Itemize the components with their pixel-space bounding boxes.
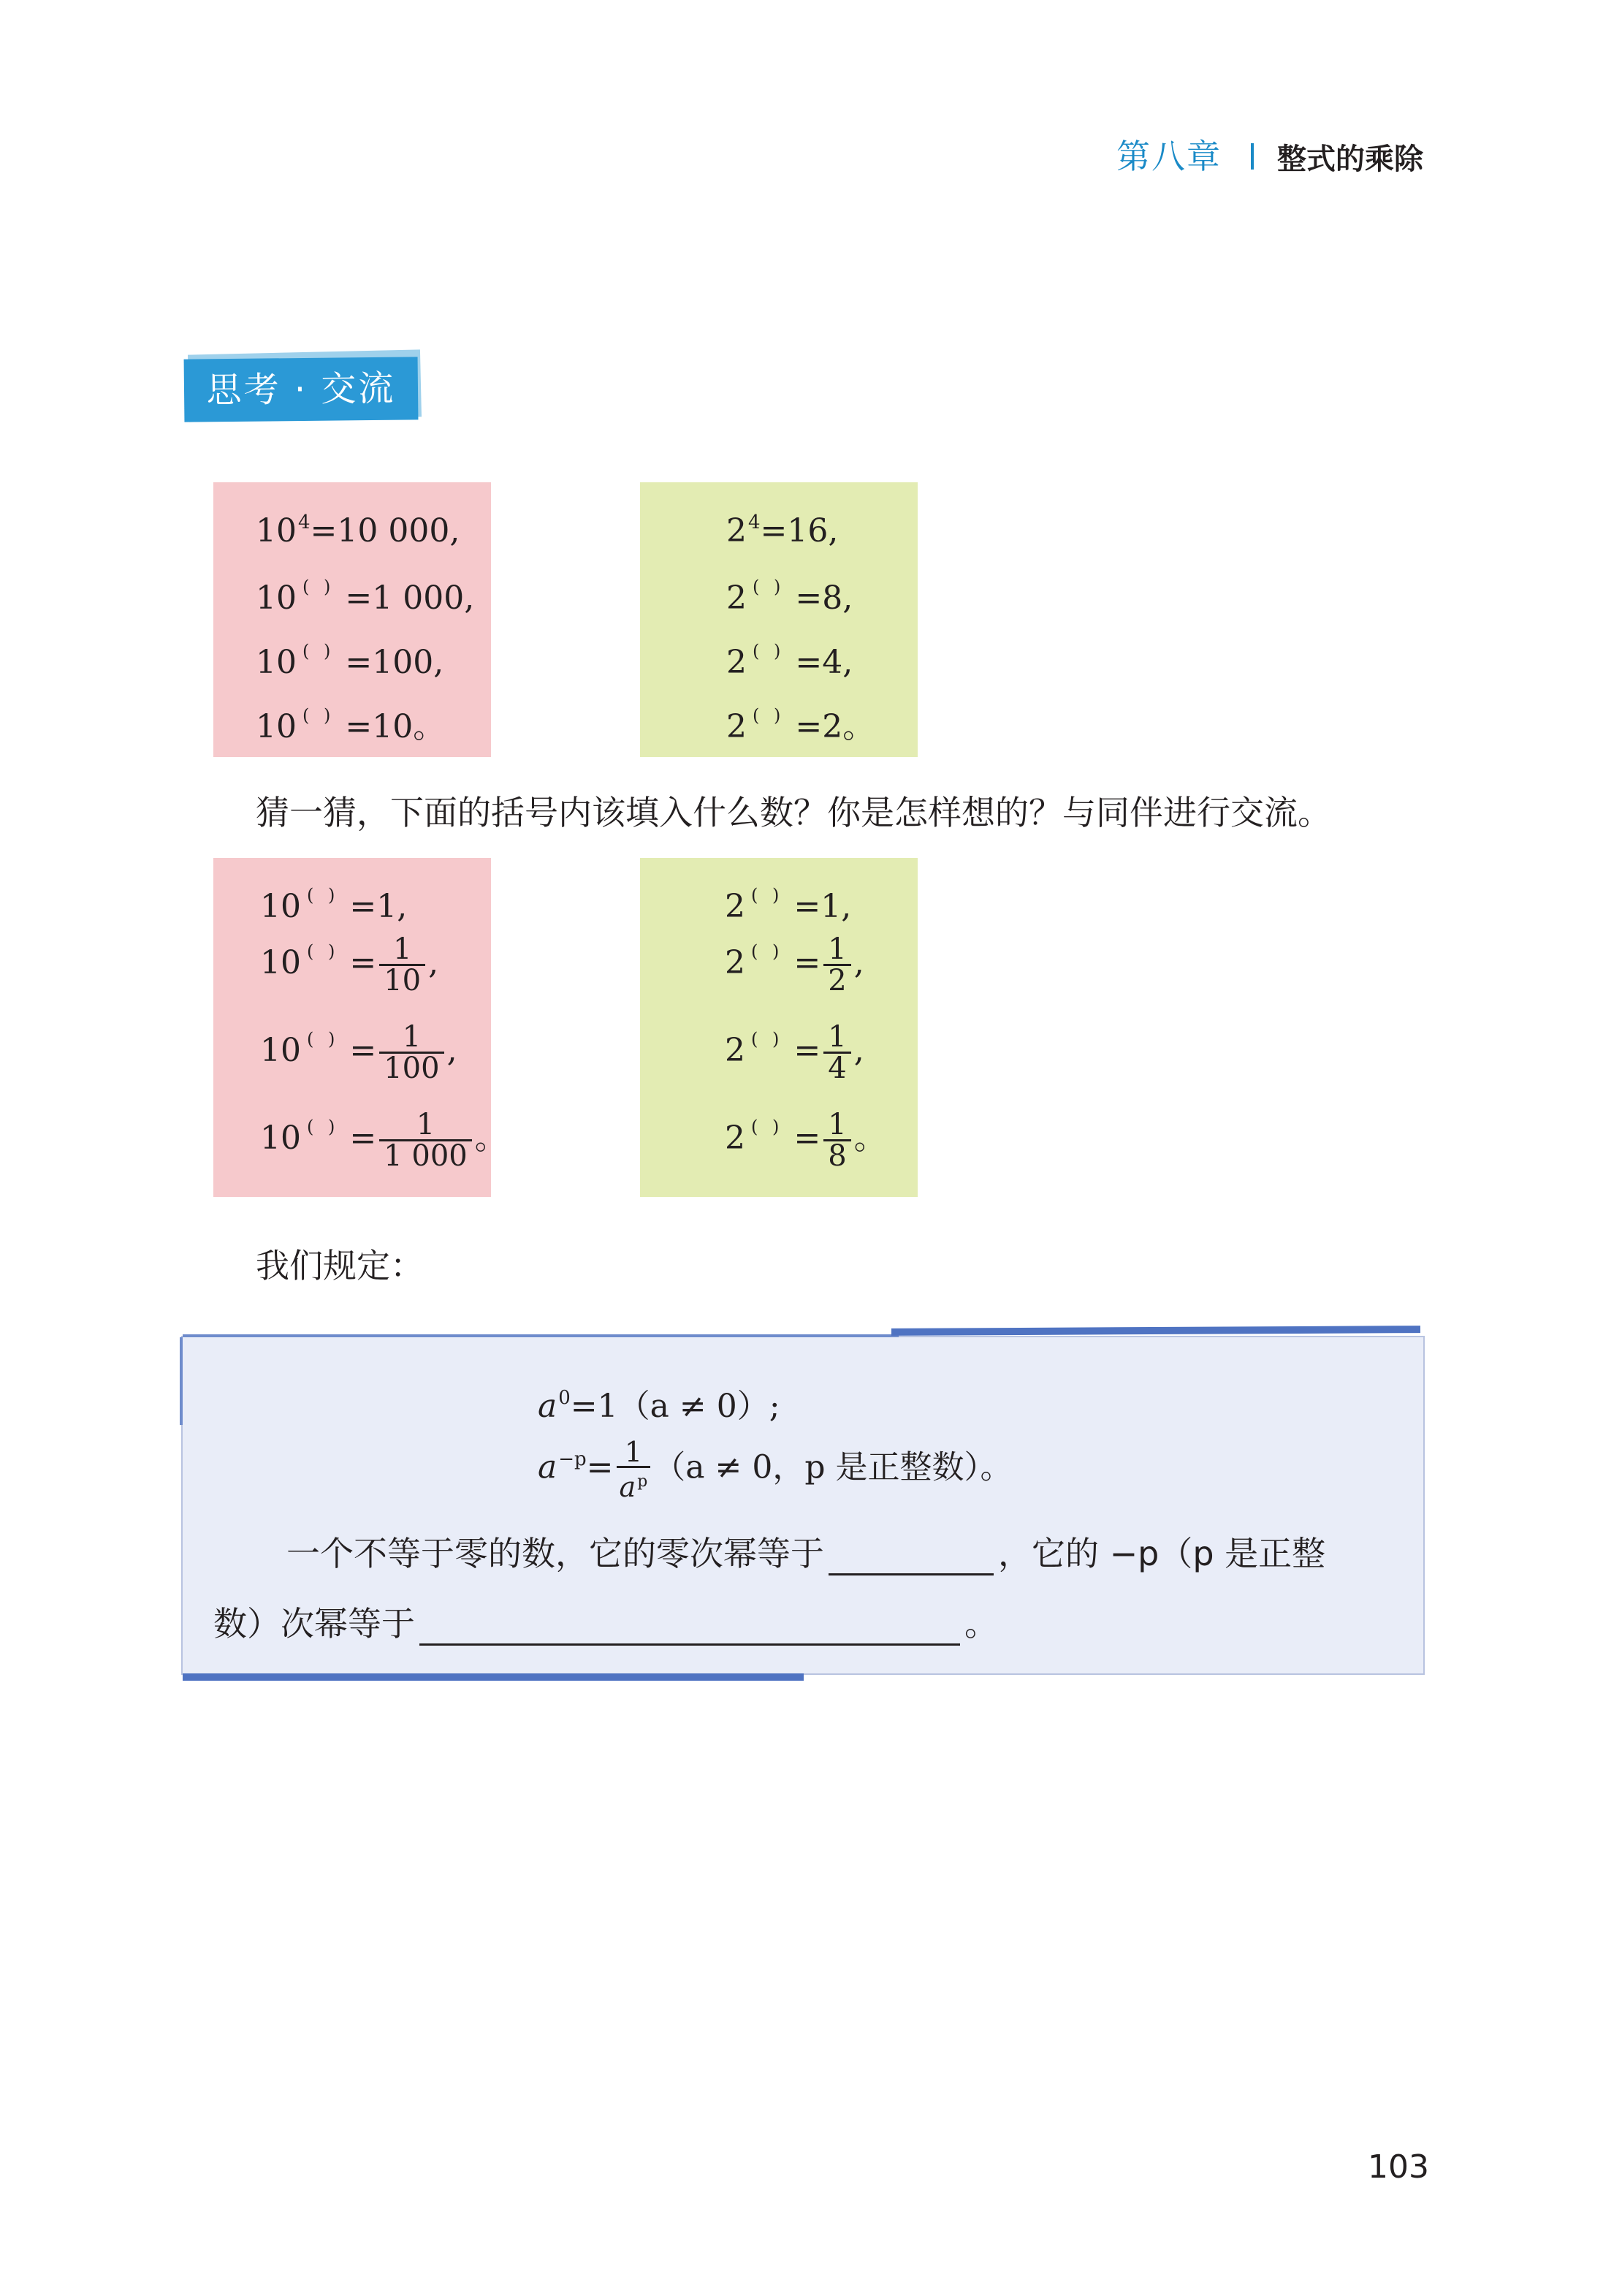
equals-sign: = [793, 944, 821, 981]
rule2-base: a [538, 1448, 557, 1486]
guess-paragraph: 猜一猜，下面的括号内该填入什么数？你是怎样想的？与同伴进行交流。 [256, 793, 1331, 832]
rule1-base: a [538, 1388, 557, 1425]
pink-box1-line-1 [256, 504, 460, 550]
power-base: 2 [725, 944, 745, 981]
power-base: 10 [256, 644, 297, 681]
line-punctuation: , [853, 944, 864, 981]
rule1-exponent: 0 [558, 1387, 571, 1409]
fraction-numerator: 1 [392, 932, 412, 966]
rule2-equals: = [586, 1448, 614, 1486]
power-base: 10 [256, 579, 297, 617]
definition-sentence-line2 [213, 1597, 998, 1646]
fraction-numerator: 1 [402, 1020, 422, 1054]
green-box2-line-1 [725, 877, 852, 925]
fraction-denominator: 100 [379, 1052, 443, 1083]
result-fraction [379, 932, 425, 997]
fraction-numerator: 1 [828, 1020, 847, 1054]
line-punctuation: 。 [853, 1120, 886, 1157]
exponent-blank[interactable]: ( ) [751, 941, 784, 962]
power-base: 2 [725, 1032, 745, 1069]
exponent-blank[interactable]: ( ) [307, 1029, 340, 1049]
power-result: =4, [795, 644, 853, 681]
result-fraction [823, 932, 850, 997]
line-punctuation: , [428, 944, 439, 981]
green-box1-line-3 [726, 633, 853, 681]
green-box2-line-4 [725, 1090, 886, 1173]
result-fraction [823, 1110, 850, 1171]
definition-box-top-border [183, 1334, 899, 1337]
pink-box2-line-2 [260, 915, 439, 997]
exponent-blank[interactable]: ( ) [751, 885, 784, 905]
pink-box1-line-2 [256, 569, 475, 617]
definition-box-bottom-accent [183, 1673, 804, 1681]
equals-sign: = [349, 1120, 377, 1157]
green-box2-line-2 [725, 915, 864, 997]
fraction-numerator: 1 [828, 1108, 847, 1141]
pink-box2-line-4 [260, 1090, 507, 1173]
header-divider [1251, 143, 1254, 170]
fraction-denominator: 4 [823, 1052, 850, 1083]
exponent-blank[interactable]: ( ) [753, 705, 785, 726]
power-base: 2 [725, 1120, 745, 1157]
exponent-blank[interactable]: ( ) [307, 941, 340, 962]
exponent-blank[interactable]: ( ) [753, 577, 785, 597]
power-exponent: 4 [298, 512, 311, 533]
rule2-fraction [617, 1438, 651, 1501]
fraction-numerator: 1 [416, 1108, 435, 1141]
pink-box2-line-3 [260, 1003, 457, 1085]
chapter-title: 整式的乘除 [1277, 142, 1423, 176]
section-tag: 思考 · 交流 [184, 357, 419, 422]
negative-exponent-rule [538, 1438, 1013, 1501]
fraction-denominator: 2 [823, 964, 850, 995]
zero-exponent-rule [538, 1380, 780, 1426]
fraction-denominator: 10 [379, 964, 425, 995]
exponent-blank[interactable]: ( ) [307, 1117, 340, 1137]
chapter-label: 第八章 [1116, 137, 1222, 176]
power-base: 2 [726, 579, 747, 617]
power-base: 10 [260, 1120, 301, 1157]
green-box2-line-3 [725, 1003, 864, 1085]
power-result: =1, [349, 888, 408, 925]
power-result: =10 000, [310, 512, 460, 550]
exponent-blank[interactable]: ( ) [302, 577, 335, 597]
fraction-denominator: 1 000 [379, 1139, 472, 1171]
definition-box-top-accent [891, 1326, 1420, 1336]
result-fraction [823, 1022, 850, 1083]
equals-sign: = [349, 944, 377, 981]
power-result: =100, [345, 644, 444, 681]
rule1-rest: =1（a ≠ 0）; [570, 1388, 780, 1425]
result-fraction [379, 1110, 472, 1171]
answer-blank-zero-power[interactable] [829, 1544, 994, 1575]
fraction-denominator: 8 [823, 1139, 850, 1171]
sentence-end: 。 [964, 1604, 998, 1643]
line-punctuation: 。 [474, 1120, 507, 1157]
definition-box-left-accent [180, 1337, 183, 1425]
pink-box1-line-3 [256, 633, 444, 681]
line-punctuation: , [853, 1032, 864, 1069]
exponent-blank[interactable]: ( ) [753, 641, 785, 661]
power-base: 10 [256, 708, 297, 745]
sentence-part2: ，它的 −p（p 是正整 [998, 1534, 1326, 1573]
green-box1-line-1 [726, 504, 839, 550]
power-result: =2。 [795, 708, 875, 745]
pink-box1-line-4 [256, 697, 446, 745]
pink-box2-line-1 [260, 877, 408, 925]
equals-sign: = [793, 1032, 821, 1069]
green-box1-line-2 [726, 569, 853, 617]
power-result: =8, [795, 579, 853, 617]
power-result: =1, [793, 888, 852, 925]
power-result: =1 000, [345, 579, 475, 617]
power-base: 10 [256, 512, 297, 550]
rule2-exponent: −p [558, 1448, 587, 1470]
power-base: 10 [260, 1032, 301, 1069]
line-punctuation: , [446, 1032, 457, 1069]
power-result: =10。 [345, 708, 446, 745]
equals-sign: = [349, 1032, 377, 1069]
exponent-blank[interactable]: ( ) [302, 705, 335, 726]
power-base: 10 [260, 888, 301, 925]
power-base: 2 [726, 644, 747, 681]
exponent-blank[interactable]: ( ) [302, 641, 335, 661]
power-base: 10 [260, 944, 301, 981]
page-number: 103 [1368, 2148, 1429, 2186]
exponent-blank[interactable]: ( ) [307, 885, 340, 905]
power-base: 2 [726, 708, 747, 745]
equals-sign: = [793, 1120, 821, 1157]
definition-sentence-line1 [286, 1527, 1325, 1575]
rule2-denominator: $a^p$ [617, 1466, 651, 1501]
fraction-numerator: 1 [828, 932, 847, 966]
power-base: 2 [726, 512, 747, 550]
rule2-numerator: 1 [624, 1436, 643, 1468]
green-box1-line-4 [726, 697, 875, 745]
sentence-part3: 数）次幂等于 [213, 1604, 415, 1643]
rule-intro: 我们规定： [256, 1246, 424, 1285]
result-fraction [379, 1022, 443, 1083]
sentence-part1: 一个不等于零的数，它的零次幂等于 [286, 1534, 824, 1573]
power-exponent: 4 [748, 512, 761, 533]
answer-blank-negative-power[interactable] [419, 1614, 960, 1646]
power-result: =16, [760, 512, 839, 550]
rule2-rest: （a ≠ 0，p 是正整数）。 [653, 1448, 1013, 1486]
power-base: 2 [725, 888, 745, 925]
exponent-blank[interactable]: ( ) [751, 1029, 784, 1049]
exponent-blank[interactable]: ( ) [751, 1117, 784, 1137]
